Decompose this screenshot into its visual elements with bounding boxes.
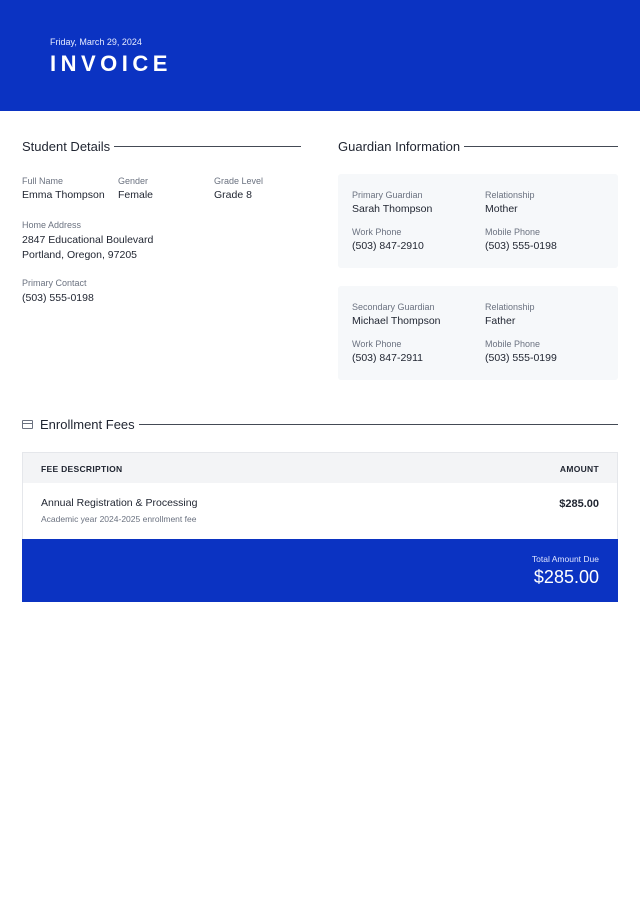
total-amount-bar xyxy=(22,539,618,602)
fee-title: Annual Registration & Processing xyxy=(41,497,198,509)
amount-header: AMOUNT xyxy=(559,464,599,474)
primary-relationship-label: Relationship xyxy=(485,190,535,200)
invoice-title: INVOICE xyxy=(50,51,172,76)
enrollment-fees-heading xyxy=(40,417,618,432)
primary-guardian-name: Sarah Thompson xyxy=(352,203,433,215)
guardian-info-divider xyxy=(464,146,618,147)
secondary-mobile-phone-label: Mobile Phone xyxy=(485,339,541,349)
total-amount-label: Total Amount Due xyxy=(531,554,599,564)
secondary-work-phone-value: (503) 847-2911 xyxy=(352,352,424,364)
student-details-divider xyxy=(114,146,301,147)
credit-card-icon xyxy=(22,420,33,429)
secondary-guardian-label: Secondary Guardian xyxy=(352,302,435,312)
secondary-relationship-value: Father xyxy=(485,315,516,327)
secondary-guardian-card xyxy=(338,286,618,380)
primary-contact-label: Primary Contact xyxy=(22,278,87,288)
primary-guardian-label: Primary Guardian xyxy=(352,190,423,200)
primary-relationship-value: Mother xyxy=(485,203,518,215)
guardian-info-title: Guardian Information xyxy=(338,139,461,154)
secondary-relationship-label: Relationship xyxy=(485,302,535,312)
table-row xyxy=(23,483,617,539)
fee-description-header: FEE DESCRIPTION xyxy=(41,464,123,474)
primary-mobile-phone-label: Mobile Phone xyxy=(485,227,541,237)
total-amount-value: $285.00 xyxy=(533,567,599,587)
invoice-date: Friday, March 29, 2024 xyxy=(50,37,142,47)
primary-work-phone-label: Work Phone xyxy=(352,227,402,237)
enrollment-fees-title: Enrollment Fees xyxy=(40,417,135,432)
home-address-line2: Portland, Oregon, 97205 xyxy=(22,249,137,261)
fee-subtitle: Academic year 2024-2025 enrollment fee xyxy=(41,514,197,524)
primary-work-phone-value: (503) 847-2910 xyxy=(352,240,424,252)
invoice-header xyxy=(0,0,640,111)
student-details-title: Student Details xyxy=(22,139,111,154)
enrollment-fees-divider xyxy=(139,424,618,425)
gender-label: Gender xyxy=(118,176,149,186)
secondary-guardian-name: Michael Thompson xyxy=(352,315,441,327)
full-name-label: Full Name xyxy=(22,176,64,186)
guardian-info-heading xyxy=(338,139,618,154)
primary-guardian-card xyxy=(338,174,618,268)
secondary-mobile-phone-value: (503) 555-0199 xyxy=(485,352,557,364)
primary-mobile-phone-value: (503) 555-0198 xyxy=(485,240,557,252)
fees-table xyxy=(22,452,618,540)
home-address-line1: 2847 Educational Boulevard xyxy=(22,234,154,246)
grade-level-label: Grade Level xyxy=(214,176,264,186)
secondary-work-phone-label: Work Phone xyxy=(352,339,402,349)
grade-level-value: Grade 8 xyxy=(214,189,252,201)
home-address-label: Home Address xyxy=(22,220,82,230)
full-name-value: Emma Thompson xyxy=(22,189,105,201)
fees-table-header xyxy=(23,453,617,483)
student-details-heading xyxy=(22,139,301,154)
primary-contact-value: (503) 555-0198 xyxy=(22,292,94,304)
gender-value: Female xyxy=(118,189,154,201)
fee-amount: $285.00 xyxy=(559,498,599,510)
